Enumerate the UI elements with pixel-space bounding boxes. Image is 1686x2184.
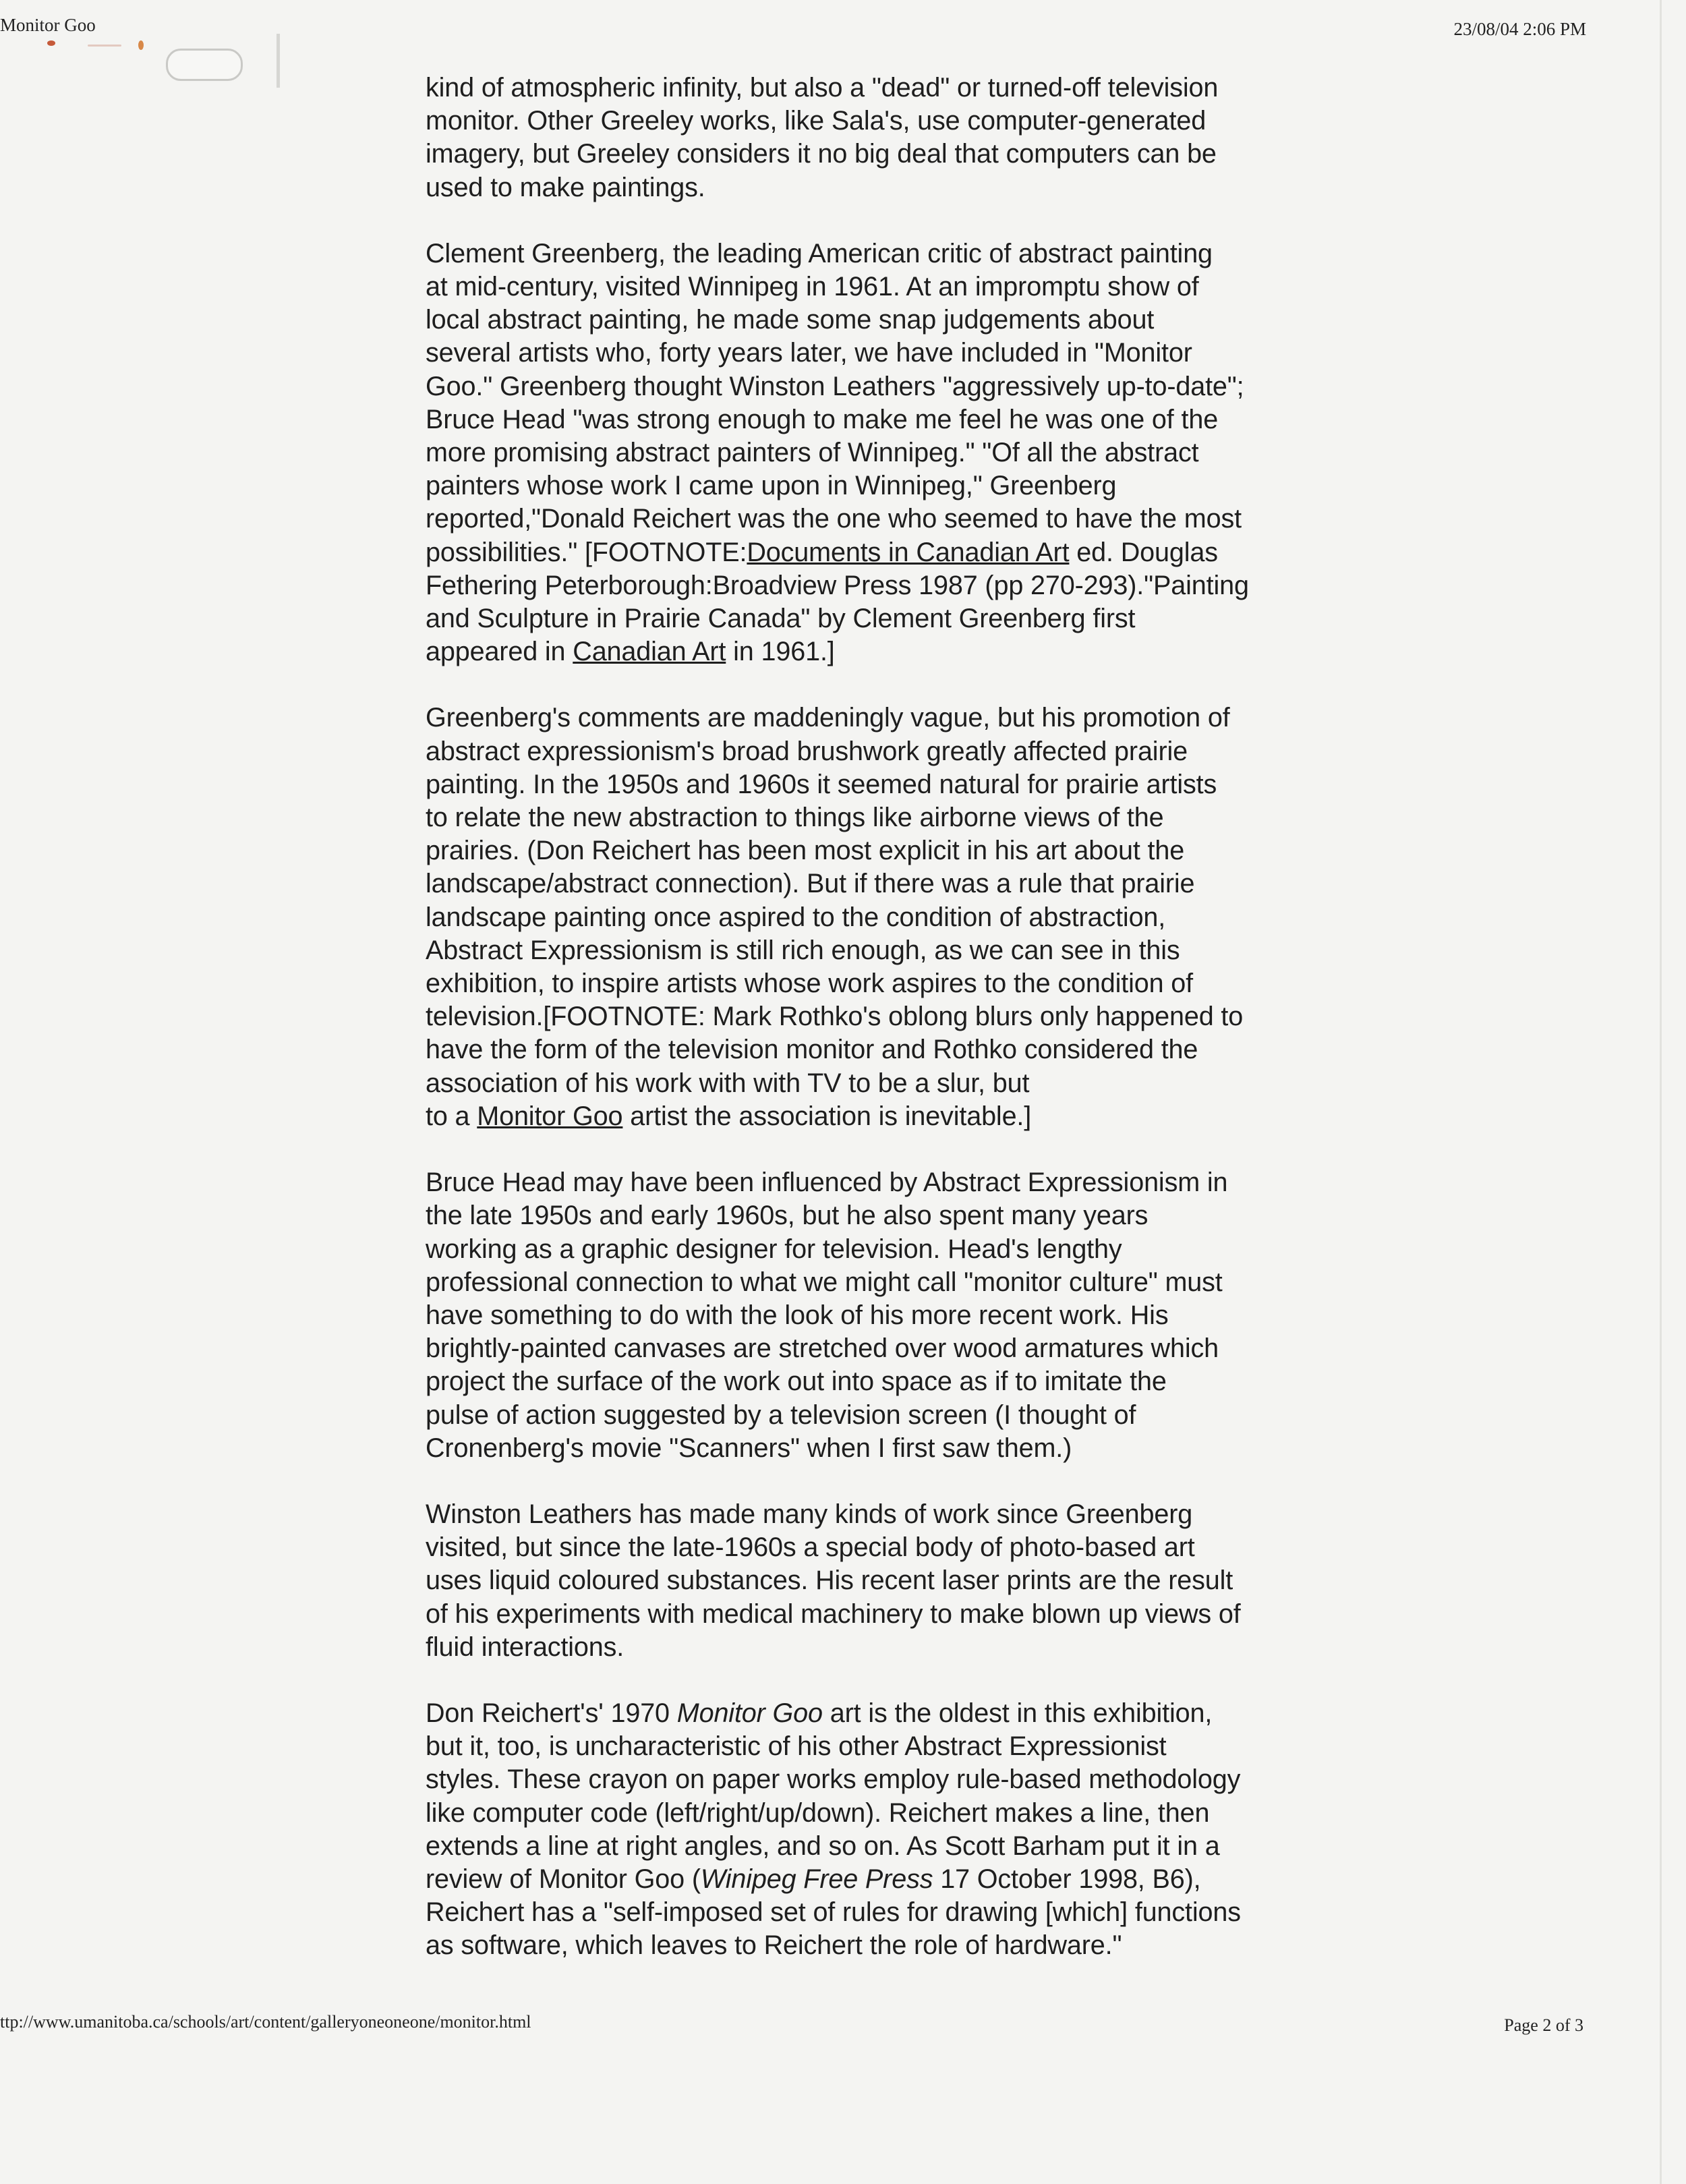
text-line: Abstract Expressionism is still rich enough, as we can see in this (426, 935, 1180, 965)
text-segment: in 1961.] (726, 637, 835, 667)
text-line: imagery, but Greeley considers it no big deal that computers can be (426, 139, 1217, 169)
print-header-title: Monitor Goo (0, 15, 96, 35)
text-line: local abstract painting, he made some snap judgements about (426, 305, 1155, 335)
text-line: at mid-century, visited Winnipeg in 1961. At an impromptu show of (426, 272, 1199, 302)
paragraph-1 (426, 71, 1343, 204)
text-line: extends a line at right angles, and so on. As Scott Barham put it in a (426, 1831, 1220, 1861)
text-segment: ed. Douglas (1069, 537, 1218, 567)
text-line (426, 635, 1343, 668)
text-line: have the form of the television monitor and Rothko considered the (426, 1035, 1198, 1065)
text-segment: to a (426, 1101, 477, 1131)
text-segment: possibilities." [FOOTNOTE: (426, 537, 747, 567)
text-line: pulse of action suggested by a television screen (I thought of (426, 1400, 1136, 1430)
text-line: kind of atmospheric infinity, but also a "dead" or turned-off television (426, 73, 1219, 103)
text-line: project the surface of the work out into space as if to imitate the (426, 1367, 1167, 1397)
text-line (426, 1863, 1343, 1896)
italic-title: Winipeg Free Press (700, 1864, 933, 1894)
paragraph-3 (426, 701, 1343, 1133)
text-segment: appeared in (426, 637, 573, 667)
text-line: Fethering Peterborough:Broadview Press 1987 (pp 270-293)."Painting (426, 570, 1249, 600)
italic-title: Monitor Goo (676, 1698, 823, 1728)
text-line: the late 1950s and early 1960s, but he also spent many years (426, 1201, 1149, 1231)
text-line: landscape/abstract connection). But if there was a rule that prairie (426, 869, 1195, 899)
print-footer-url: ttp://www.umanitoba.ca/schools/art/content/galleryoneoneone/monitor.html (0, 2012, 531, 2032)
text-line: exhibition, to inspire artists whose work aspires to the condition of (426, 969, 1193, 999)
print-footer-page-indicator: Page 2 of 3 (1504, 2015, 1583, 2035)
text-line: brightly-painted canvases are stretched over wood armatures which (426, 1333, 1219, 1364)
text-line: Winston Leathers has made many kinds of work since Greenberg (426, 1499, 1193, 1529)
text-line (426, 536, 1343, 569)
text-line: as software, which leaves to Reichert the role of hardware." (426, 1930, 1122, 1961)
monitor-goo-link[interactable]: Monitor Goo (477, 1101, 623, 1131)
text-line: reported,"Donald Reichert was the one who seemed to have the most (426, 504, 1242, 534)
text-line: working as a graphic designer for television. Head's lengthy (426, 1234, 1122, 1264)
print-header-timestamp: 23/08/04 2:06 PM (1453, 19, 1586, 39)
text-segment: 17 October 1998, B6), (933, 1864, 1201, 1894)
text-line (426, 1697, 1343, 1730)
text-line: Clement Greenberg, the leading American critic of abstract painting (426, 238, 1213, 268)
text-line: and Sculpture in Prairie Canada" by Clement Greenberg first (426, 604, 1136, 634)
paragraph-4 (426, 1166, 1343, 1465)
paragraph-2 (426, 237, 1343, 669)
text-line: used to make paintings. (426, 172, 705, 202)
text-line: several artists who, forty years later, we have included in "Monitor (426, 338, 1192, 368)
text-line: to relate the new abstraction to things like airborne views of the (426, 803, 1164, 833)
text-segment: art is the oldest in this exhibition, (822, 1698, 1213, 1728)
documents-in-canadian-art-link[interactable]: Documents in Canadian Art (747, 537, 1070, 567)
text-line: Bruce Head may have been influenced by Abstract Expressionism in (426, 1168, 1228, 1198)
text-line: visited, but since the late-1960s a special body of photo-based art (426, 1532, 1195, 1563)
text-line: abstract expressionism's broad brushwork greatly affected prairie (426, 736, 1188, 766)
text-line: have something to do with the look of his more recent work. His (426, 1300, 1169, 1330)
text-line: painters whose work I came upon in Winnipeg," Greenberg (426, 471, 1117, 501)
text-segment: artist the association is inevitable.] (622, 1101, 1032, 1131)
text-line (426, 1100, 1343, 1133)
text-segment: Don Reichert's' 1970 (426, 1698, 677, 1728)
text-line: Goo." Greenberg thought Winston Leathers "aggressively up-to-date"; (426, 371, 1244, 401)
paper-stain (138, 40, 144, 50)
text-line: Cronenberg's movie "Scanners" when I first saw them.) (426, 1433, 1072, 1463)
text-line: painting. In the 1950s and 1960s it seemed natural for prairie artists (426, 769, 1217, 799)
text-segment: review of Monitor Goo ( (426, 1864, 701, 1894)
paper-edge (1660, 0, 1662, 2184)
binder-mark (277, 34, 280, 88)
text-line: landscape painting once aspired to the condition of abstraction, (426, 902, 1166, 932)
text-line: of his experiments with medical machinery to make blown up views of (426, 1599, 1241, 1629)
text-line: uses liquid coloured substances. His recent laser prints are the result (426, 1565, 1233, 1596)
text-line: television.[FOOTNOTE: Mark Rothko's oblong blurs only happened to (426, 1002, 1244, 1032)
text-line: Reichert has a "self-imposed set of rules for drawing [which] functions (426, 1897, 1241, 1928)
paragraph-6 (426, 1697, 1343, 1963)
text-line: fluid interactions. (426, 1632, 624, 1662)
text-line: Greenberg's comments are maddeningly vague, but his promotion of (426, 703, 1230, 733)
text-line: professional connection to what we might call "monitor culture" must (426, 1267, 1223, 1297)
article-body (426, 71, 1343, 1963)
binder-hole (166, 49, 243, 81)
paper-stain (47, 40, 55, 46)
paragraph-5 (426, 1498, 1343, 1664)
canadian-art-link[interactable]: Canadian Art (573, 637, 726, 667)
text-line: Bruce Head "was strong enough to make me feel he was one of the (426, 404, 1219, 434)
text-line: more promising abstract painters of Winnipeg." "Of all the abstract (426, 438, 1199, 468)
text-line: like computer code (left/right/up/down). Reichert makes a line, then (426, 1798, 1210, 1828)
text-line: prairies. (Don Reichert has been most explicit in his art about the (426, 836, 1185, 866)
text-line: monitor. Other Greeley works, like Sala's, use computer-generated (426, 106, 1207, 136)
text-line: but it, too, is uncharacteristic of his other Abstract Expressionist (426, 1731, 1167, 1762)
paper-stain (88, 45, 121, 47)
text-line: association of his work with with TV to be a slur, but (426, 1068, 1030, 1098)
text-line: styles. These crayon on paper works employ rule-based methodology (426, 1764, 1241, 1795)
